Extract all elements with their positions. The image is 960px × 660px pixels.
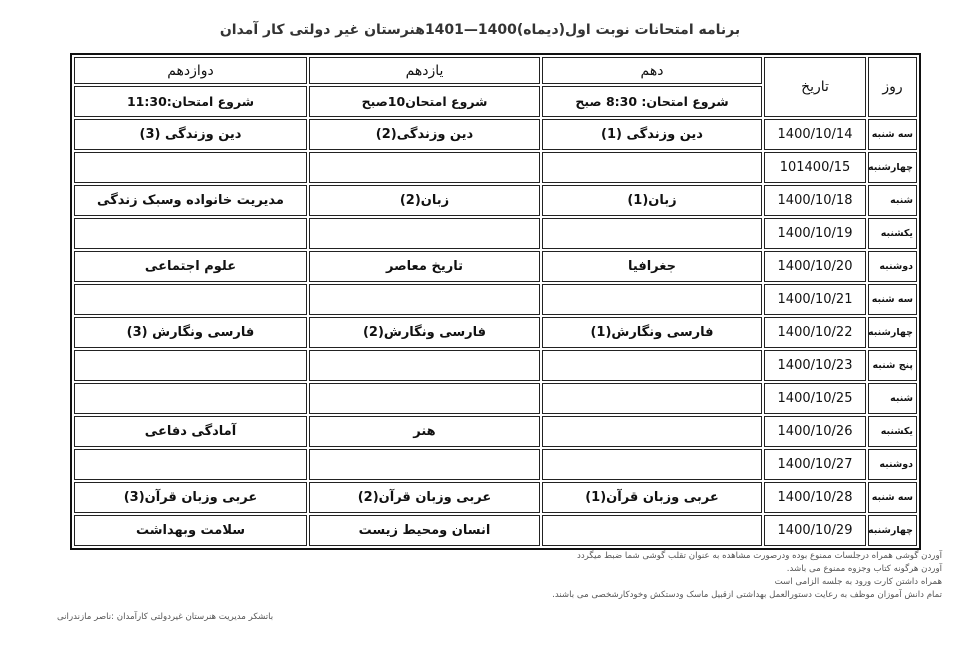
subject-grade-12: فارسی ونگارش (3) — [74, 317, 307, 348]
notes — [382, 550, 942, 602]
day-cell: چهارشنبه — [868, 317, 917, 348]
table-row — [74, 152, 917, 183]
subject-grade-11: انسان ومحیط زیست — [309, 515, 540, 546]
subject-grade-11: دین وزندگی(2) — [309, 119, 540, 150]
table-row — [74, 317, 917, 348]
day-cell: یکشنبه — [868, 218, 917, 249]
day-cell: سه شنبه — [868, 284, 917, 315]
subject-grade-12 — [74, 383, 307, 414]
subject-grade-12: عربی وزبان قرآن(3) — [74, 482, 307, 513]
date-cell: 1400/10/27 — [764, 449, 866, 480]
subject-grade-10 — [542, 284, 762, 315]
header-grade-11: یازدهم — [309, 57, 540, 84]
date-cell: 1400/10/14 — [764, 119, 866, 150]
day-cell: چهارشنبه — [868, 515, 917, 546]
subject-grade-10: زبان(1) — [542, 185, 762, 216]
note-line: آوردن گوشی همراه درجلسات ممنوع بوده ودرصورت مشاهده به عنوان تقلب گوشی شما ضبط میگردد — [577, 551, 942, 561]
day-cell: سه شنبه — [868, 482, 917, 513]
subject-grade-11 — [309, 284, 540, 315]
table-row — [74, 350, 917, 381]
start-time-grade-10: شروع امتحان: 8:30 صبح — [542, 86, 762, 117]
table-row — [74, 218, 917, 249]
note-line: آوردن هرگونه کتاب وجزوه ممنوع می باشد. — [786, 564, 942, 574]
subject-grade-10 — [542, 383, 762, 414]
date-cell: 1400/10/23 — [764, 350, 866, 381]
subject-grade-10: عربی وزبان قرآن(1) — [542, 482, 762, 513]
day-cell: یکشنبه — [868, 416, 917, 447]
header-date: تاریخ — [764, 57, 866, 117]
table-row — [74, 119, 917, 150]
day-cell: چهارشنبه — [868, 152, 917, 183]
subject-grade-12 — [74, 449, 307, 480]
subject-grade-11 — [309, 152, 540, 183]
subject-grade-12: دین وزندگی (3) — [74, 119, 307, 150]
table-row — [74, 383, 917, 414]
subject-grade-12: سلامت وبهداشت — [74, 515, 307, 546]
start-time-grade-12: شروع امتحان:11:30 — [74, 86, 307, 117]
page-title: برنامه امتحانات نوبت اول(دیماه)1400—1401هنرستان غیر دولتی کار آمدان — [219, 22, 741, 38]
subject-grade-10: جغرافیا — [542, 251, 762, 282]
table-row — [74, 449, 917, 480]
table-row — [74, 416, 917, 447]
exam-schedule-table — [70, 53, 921, 550]
subject-grade-11: فارسی ونگارش(2) — [309, 317, 540, 348]
subject-grade-11 — [309, 350, 540, 381]
day-cell: دوشنبه — [868, 251, 917, 282]
subject-grade-12 — [74, 284, 307, 315]
day-cell: شنبه — [868, 185, 917, 216]
date-cell: 1400/10/28 — [764, 482, 866, 513]
date-cell: 1400/10/29 — [764, 515, 866, 546]
subject-grade-11 — [309, 449, 540, 480]
date-cell: 1400/10/19 — [764, 218, 866, 249]
header-day: روز — [868, 57, 917, 117]
day-cell: پنج شنبه — [868, 350, 917, 381]
signature: باتشکر مدیریت هنرستان غیردولتی کارآمدان :ناصر مازندرانی — [57, 612, 274, 622]
header-grade-12: دوازدهم — [74, 57, 307, 84]
subject-grade-11: هنر — [309, 416, 540, 447]
subject-grade-12: آمادگی دفاعی — [74, 416, 307, 447]
day-cell: سه شنبه — [868, 119, 917, 150]
subject-grade-10: دین وزندگی (1) — [542, 119, 762, 150]
table-row — [74, 251, 917, 282]
subject-grade-12: مدیریت خانواده وسبک زندگی — [74, 185, 307, 216]
subject-grade-11 — [309, 383, 540, 414]
date-cell: 1400/10/18 — [764, 185, 866, 216]
date-cell: 1400/10/20 — [764, 251, 866, 282]
date-cell: 1400/10/22 — [764, 317, 866, 348]
date-cell: 1400/10/21 — [764, 284, 866, 315]
subject-grade-10 — [542, 515, 762, 546]
subject-grade-10 — [542, 350, 762, 381]
date-cell: 101400/15 — [764, 152, 866, 183]
subject-grade-10 — [542, 152, 762, 183]
day-cell: دوشنبه — [868, 449, 917, 480]
subject-grade-10 — [542, 449, 762, 480]
date-cell: 1400/10/26 — [764, 416, 866, 447]
subject-grade-12: علوم اجتماعی — [74, 251, 307, 282]
table-row — [74, 284, 917, 315]
subject-grade-11: عربی وزبان قرآن(2) — [309, 482, 540, 513]
subject-grade-10 — [542, 416, 762, 447]
subject-grade-11: زبان(2) — [309, 185, 540, 216]
table-row — [74, 515, 917, 546]
day-cell: شنبه — [868, 383, 917, 414]
subject-grade-12 — [74, 152, 307, 183]
subject-grade-10 — [542, 218, 762, 249]
header-grade-10: دهم — [542, 57, 762, 84]
date-cell: 1400/10/25 — [764, 383, 866, 414]
note-line: همراه داشتن کارت ورود به جلسه الزامی است — [774, 577, 942, 587]
note-line: تمام دانش آموزان موظف به رعایت دستورالعمل بهداشتی ازقبیل ماسک ودستکش وخودکارشخصی می باشند. — [552, 590, 942, 600]
subject-grade-12 — [74, 350, 307, 381]
subject-grade-11 — [309, 218, 540, 249]
start-time-grade-11: شروع امتحان10صبح — [309, 86, 540, 117]
subject-grade-10: فارسی ونگارش(1) — [542, 317, 762, 348]
table-row — [74, 482, 917, 513]
table-row — [74, 185, 917, 216]
subject-grade-11: تاریخ معاصر — [309, 251, 540, 282]
subject-grade-12 — [74, 218, 307, 249]
